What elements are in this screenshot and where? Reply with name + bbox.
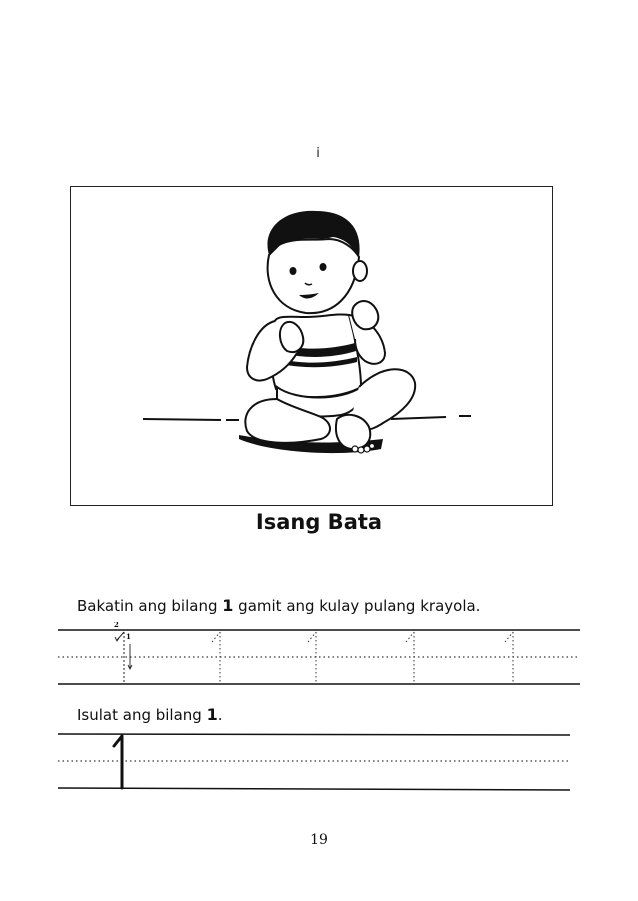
writing-lines xyxy=(58,730,580,796)
trace-instruction xyxy=(77,596,480,615)
top-ruled-line xyxy=(58,734,570,735)
stroke-label-1: 1 xyxy=(126,632,131,641)
write-instruction-rest: . xyxy=(217,706,223,724)
trace-number: 1 xyxy=(222,596,234,615)
model-digit-one xyxy=(114,622,132,682)
page-number: 19 xyxy=(310,832,328,848)
trace-instruction-rest: gamit ang kulay pulang krayola. xyxy=(233,597,481,615)
write-instruction xyxy=(77,705,223,724)
bottom-ruled-line xyxy=(58,788,570,790)
example-digit-one xyxy=(114,736,122,788)
baby-illustration xyxy=(71,187,552,505)
trace-instruction-text: Bakatin ang bilang xyxy=(77,597,223,615)
header-mark: i xyxy=(316,146,320,161)
picture-caption: Isang Bata xyxy=(255,510,383,534)
write-number: 1 xyxy=(206,705,218,724)
illustration-frame xyxy=(70,186,553,506)
write-instruction-text: Isulat ang bilang xyxy=(77,706,207,724)
stroke-label-2: 2 xyxy=(114,622,119,629)
tracing-lines xyxy=(58,622,580,694)
